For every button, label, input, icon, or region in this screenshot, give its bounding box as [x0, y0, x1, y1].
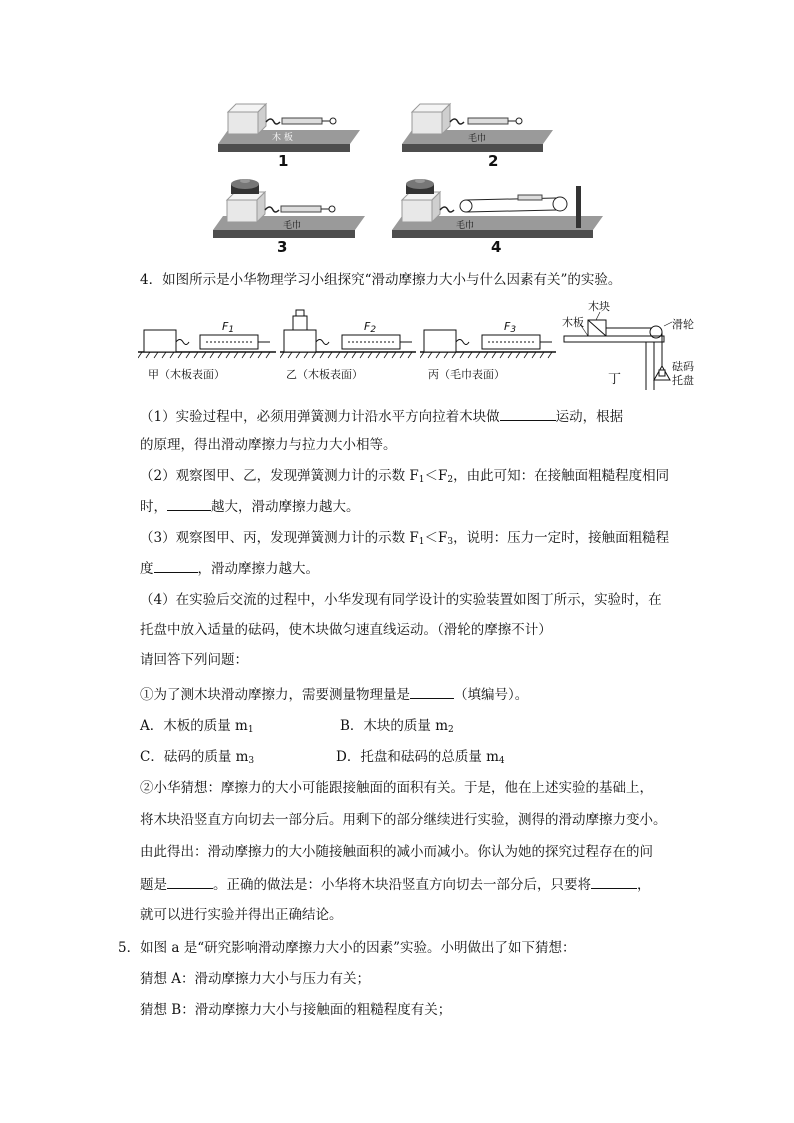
figure-ding: [560, 296, 710, 390]
figure-yi-drawing: [280, 300, 420, 360]
q4-subq2-line1: ②小华猜想：摩擦力的大小可能跟接触面的面积有关。于是，他在上述实验的基础上，: [140, 780, 653, 796]
figure-bing: [420, 300, 560, 390]
q4-option-b: B．木块的质量 $m_2$: [340, 718, 454, 735]
q4-p2-line1: （2）观察图甲、乙，发现弹簧测力计的示数 $F_1<F_2$，由此可知：在接触面粗糙程度相同: [140, 468, 670, 485]
figure-1-surface-label: 木 板: [272, 133, 293, 143]
figure-yi: [280, 300, 420, 390]
figure-4-surface-label: 毛巾: [456, 221, 475, 231]
q4-subq2-line2: 将木块沿竖直方向切去一部分后。用剩下的部分继续进行实验，测得的滑动摩擦力变小。: [140, 812, 667, 828]
q4-subq2-line5: 就可以进行实验并得出正确结论。: [140, 907, 343, 923]
figure-2-number: 2: [488, 152, 499, 170]
figure-4: [388, 176, 603, 258]
q4-option-a: A．木板的质量 $m_1$: [140, 718, 254, 735]
figure-jia: [138, 300, 278, 390]
q4-p4-line3: 请回答下列问题：: [140, 652, 248, 668]
figure-ding-caption: 丁: [608, 372, 622, 387]
figure-jia-drawing: [138, 300, 278, 360]
blank-4[interactable]: [410, 684, 454, 699]
blank-1[interactable]: [500, 406, 556, 421]
figure-jia-caption: 甲（木板表面）: [148, 368, 225, 381]
figure-bing-drawing: [420, 300, 560, 360]
figure-yi-caption: 乙（木板表面）: [286, 368, 363, 381]
q4-stem: 4．如图所示是小华物理学习小组探究“滑动摩擦力大小与什么因素有关”的实验。: [140, 272, 622, 288]
figure-ding-tray-label: 托盘: [672, 374, 694, 387]
q4-p3-line2: 度 ，滑动摩擦力越大。: [140, 558, 319, 579]
blank-5[interactable]: [167, 874, 213, 889]
q4-p4-line2: 托盘中放入适量的砝码，使木块做匀速直线运动。（滑轮的摩擦不计）: [140, 622, 552, 638]
q4-p4-line1: （4）在实验后交流的过程中，小华发现有同学设计的实验装置如图丁所示，实验时，在: [140, 592, 662, 608]
q4-p2-line2: 时， 越大，滑动摩擦力越大。: [140, 496, 360, 517]
figure-ding-pulley-label: 滑轮: [672, 318, 694, 331]
figure-1: [210, 100, 360, 170]
q4-option-d: D．托盘和砝码的总质量 $m_4$: [336, 749, 505, 766]
q4-subq2-line3: 由此得出：滑动摩擦力的大小随接触面积的减小而减小。你认为她的探究过程存在的问: [140, 844, 653, 860]
q4-subq1: ①为了测木块滑动摩擦力，需要测量物理量是 （填编号）。: [140, 684, 528, 705]
figure-ding-block-label: 木块: [588, 300, 610, 313]
figure-ding-weight-label: 砝码: [672, 360, 694, 373]
figure-bing-force: $F_3$: [504, 320, 517, 335]
q4-subq2-line4: 题是 。正确的做法是：小华将木块沿竖直方向切去一部分后，只要将 ，: [140, 874, 651, 895]
q4-p3-line1: （3）观察图甲、丙，发现弹簧测力计的示数 $F_1<F_3$，说明：压力一定时，接触面粗糙程: [140, 530, 670, 547]
blank-3[interactable]: [154, 558, 198, 573]
figure-bing-caption: 丙（毛巾表面）: [428, 368, 505, 381]
figure-3-surface-label: 毛巾: [283, 221, 302, 231]
figure-jia-force: $F_1$: [222, 320, 235, 335]
figure-yi-force: $F_2$: [364, 320, 377, 335]
figure-3-number: 3: [277, 238, 288, 256]
blank-6[interactable]: [591, 874, 637, 889]
blank-2[interactable]: [167, 496, 211, 511]
figure-1-number: 1: [278, 152, 289, 170]
q4-p1-line2: 的原理，得出滑动摩擦力与拉力大小相等。: [140, 437, 397, 453]
q4-p1-line1: （1）实验过程中，必须用弹簧测力计沿水平方向拉着木块做 运动，根据: [140, 406, 623, 427]
figure-2: [398, 100, 553, 170]
q5-stem: 5．如图 a 是“研究影响滑动摩擦力大小的因素”实验。小明做出了如下猜想：: [118, 940, 576, 956]
q5-guess-b: 猜想 B：滑动摩擦力大小与接触面的粗糙程度有关；: [140, 1002, 452, 1018]
figure-3: [205, 176, 365, 258]
figure-2-surface-label: 毛巾: [468, 134, 487, 144]
q4-option-c: C．砝码的质量 $m_3$: [140, 749, 255, 766]
q5-guess-a: 猜想 A：滑动摩擦力大小与压力有关；: [140, 971, 371, 987]
figure-ding-board-label: 木板: [562, 316, 584, 329]
figure-4-number: 4: [491, 238, 502, 256]
